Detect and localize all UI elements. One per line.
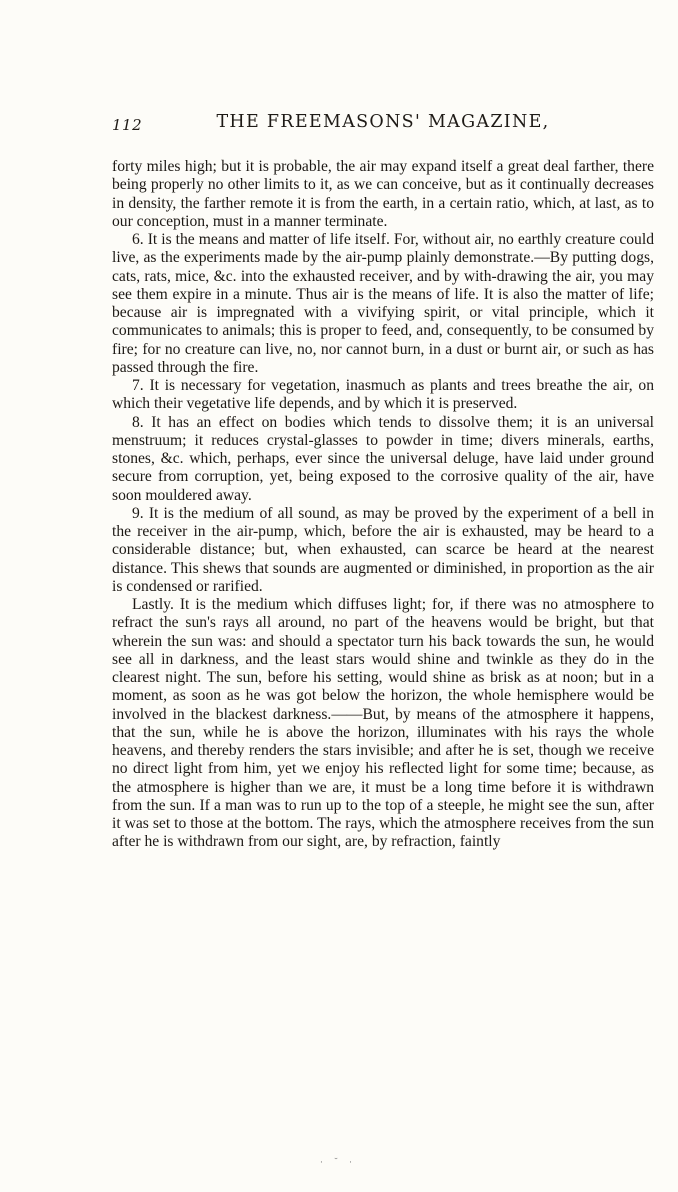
paragraph-7-vegetation: 7. It is necessary for vegetation, inasmuch as plants and trees breathe the air, on which their vegetative life depends, and by which it is preserved. xyxy=(112,377,654,413)
paragraph-9-sound: 9. It is the medium of all sound, as may be proved by the experiment of a bell in the receiver in the air-pump, which, before the air is exhausted, may be heard to a considerable distance; but, when exhausted, can scarce be heard at the nearest distance. This shews that sounds are augmented or diminished, in proportion as the air is condensed or rarified. xyxy=(112,504,654,595)
print-speck-marks: · ˘ · xyxy=(320,1158,356,1168)
body-text xyxy=(112,158,654,852)
paragraph-continued: forty miles high; but it is probable, the air may expand itself a great deal farther, there being properly no other limits to it, as we can conceive, but as it continually decreases in density, the farther remote it is from the earth, in a certain ratio, which, at last, as to our conception, must in a manner terminate. xyxy=(112,158,654,230)
page-number: 112 xyxy=(112,116,143,134)
paragraph-lastly-light: Lastly. It is the medium which diffuses light; for, if there was no atmosphere to refract the sun's rays all around, no part of the heavens would be bright, but that wherein the sun was: and should a spectator turn his back towards the sun, he would see all in darkness, and the least stars would shine and twinkle as they do in the clearest night. The sun, before his setting, would shine as brisk as at noon; but in a moment, as soon as he was got below the horizon, the whole hemisphere would be involved in the blackest darkness.——But, by means of the atmosphere it happens, that the sun, while he is above the horizon, illuminates with his rays the whole heavens, and thereby renders the stars invisible; and after he is set, though we receive no direct light from him, yet we enjoy his reflected light for some time; because, as the atmosphere is higher than we are, it must be a long time before it is withdrawn from the sun. If a man was to run up to the top of a steeple, he might see the sun, after it was set to those at the bottom. The rays, which the atmosphere receives from the sun after he is withdrawn from our sight, are, by refraction, faintly xyxy=(112,596,654,851)
running-title: THE FREEMASONS' MAGAZINE, xyxy=(216,112,550,132)
paragraph-6-life: 6. It is the means and matter of life itself. For, without air, no earthly creature could live, as the experiments made by the air-pump plainly demonstrate.—By putting dogs, cats, rats, mice, &c. into the exhausted receiver, and by with-drawing the air, you may see them expire in a minute. Thus air is the means of life. It is also the matter of life; because air is impregnated with a vivifying spirit, or vital principle, which it communicates to animals; this is proper to feed, and, consequently, to be consumed by fire; for no creature can live, no, nor cannot burn, in a dust or burnt air, or such as has passed through the fire. xyxy=(112,231,654,376)
page-header xyxy=(112,112,654,138)
paragraph-8-dissolve: 8. It has an effect on bodies which tends to dissolve them; it is an universal menstruum; it reduces crystal-glasses to powder in time; divers minerals, earths, stones, &c. which, perhaps, ever since the universal deluge, have laid under ground secure from corruption, yet, being exposed to the corrosive quality of the air, have soon mouldered away. xyxy=(112,413,654,504)
